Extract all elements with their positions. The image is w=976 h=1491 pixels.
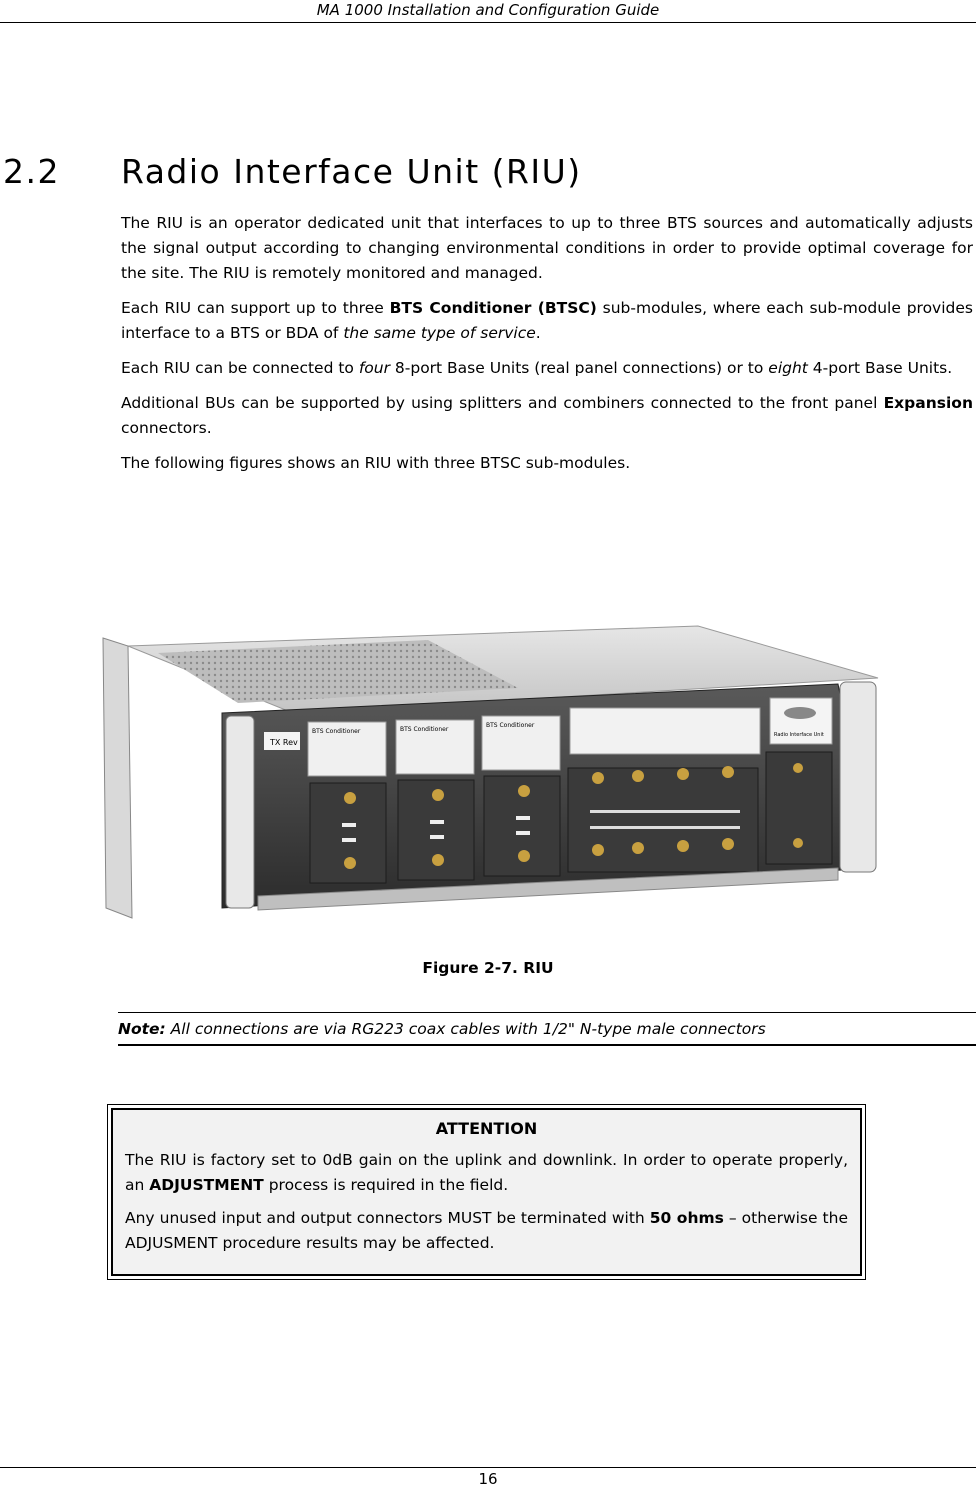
figure-caption: Figure 2-7. RIU (422, 959, 554, 977)
module-title: BTS Conditioner (486, 722, 535, 729)
section-title: Radio Interface Unit (RIU) (121, 152, 582, 191)
text-run: The RIU is factory set to 0dB gain on the uplink and downlink. In order to operate properly, an (125, 1151, 848, 1194)
page-number: 16 (0, 1467, 976, 1490)
btsc-module-2 (396, 720, 474, 880)
term-adjustment: ADJUSTMENT (149, 1176, 264, 1194)
paragraph-btsc (121, 296, 973, 346)
btsc-module-1 (308, 722, 386, 883)
paragraph-expansion (121, 391, 973, 441)
attention-paragraph-1 (125, 1148, 848, 1198)
expansion-panel (568, 708, 760, 872)
text-run: process is required in the field. (263, 1176, 509, 1194)
brand-label: Radio Interface Unit (774, 732, 824, 738)
note-box (118, 1012, 976, 1046)
left-handle (226, 716, 254, 908)
note-text: All connections are via RG223 coax cables with 1/2" N-type male connectors (165, 1020, 766, 1038)
left-rack-ear (103, 638, 132, 918)
note-label: Note: (118, 1020, 166, 1038)
text-run: 8-port Base Units (real panel connections) or to (389, 359, 769, 377)
section-number: 2.2 (3, 152, 60, 191)
attention-inner (111, 1108, 862, 1276)
section-heading (3, 152, 582, 192)
paragraph-intro: The RIU is an operator dedicated unit that interfaces to up to three BTS sources and automatically adjusts the signal output according to changing environmental conditions in order to provide optimal coverage for the site. The RIU is remotely monitored and managed. (121, 214, 973, 282)
riu-photo (98, 618, 880, 936)
running-header: MA 1000 Installation and Configuration Guide (0, 0, 976, 23)
module-title: BTS Conditioner (312, 728, 361, 735)
text-run: . (535, 324, 541, 342)
panel-label-text: TX Rev (270, 738, 298, 747)
emphasis-eight: eight (768, 359, 808, 377)
text-run: 4-port Base Units. (807, 359, 953, 377)
text-run: – otherwise the ADJUSMENT procedure results may be affected. (125, 1209, 848, 1252)
text-run: Additional BUs can be supported by using splitters and combiners connected to the front panel (121, 394, 884, 412)
section-body (121, 211, 973, 486)
brand-panel (766, 698, 832, 864)
text-run: Each RIU can be connected to (121, 359, 359, 377)
paragraph-base-units (121, 356, 973, 381)
attention-box (107, 1104, 866, 1280)
term-btsc: BTS Conditioner (BTSC) (389, 299, 597, 317)
attention-title: ATTENTION (435, 1119, 538, 1138)
term-expansion: Expansion (883, 394, 973, 412)
right-handle (840, 682, 876, 872)
emphasis-same-type: the same type of service (343, 324, 536, 342)
paragraph-figure-intro: The following figures shows an RIU with three BTSC sub-modules. (121, 454, 631, 472)
term-50-ohms: 50 ohms (649, 1209, 724, 1227)
text-run: Any unused input and output connectors MUST be terminated with (125, 1209, 650, 1227)
emphasis-four: four (358, 359, 390, 377)
text-run: sub-modules, where each sub-module provides interface to a BTS or BDA of (121, 299, 973, 342)
text-run: Each RIU can support up to three (121, 299, 390, 317)
attention-paragraph-2 (125, 1206, 848, 1256)
module-title: BTS Conditioner (400, 726, 449, 733)
btsc-module-3 (482, 716, 560, 876)
text-run: connectors. (121, 419, 212, 437)
